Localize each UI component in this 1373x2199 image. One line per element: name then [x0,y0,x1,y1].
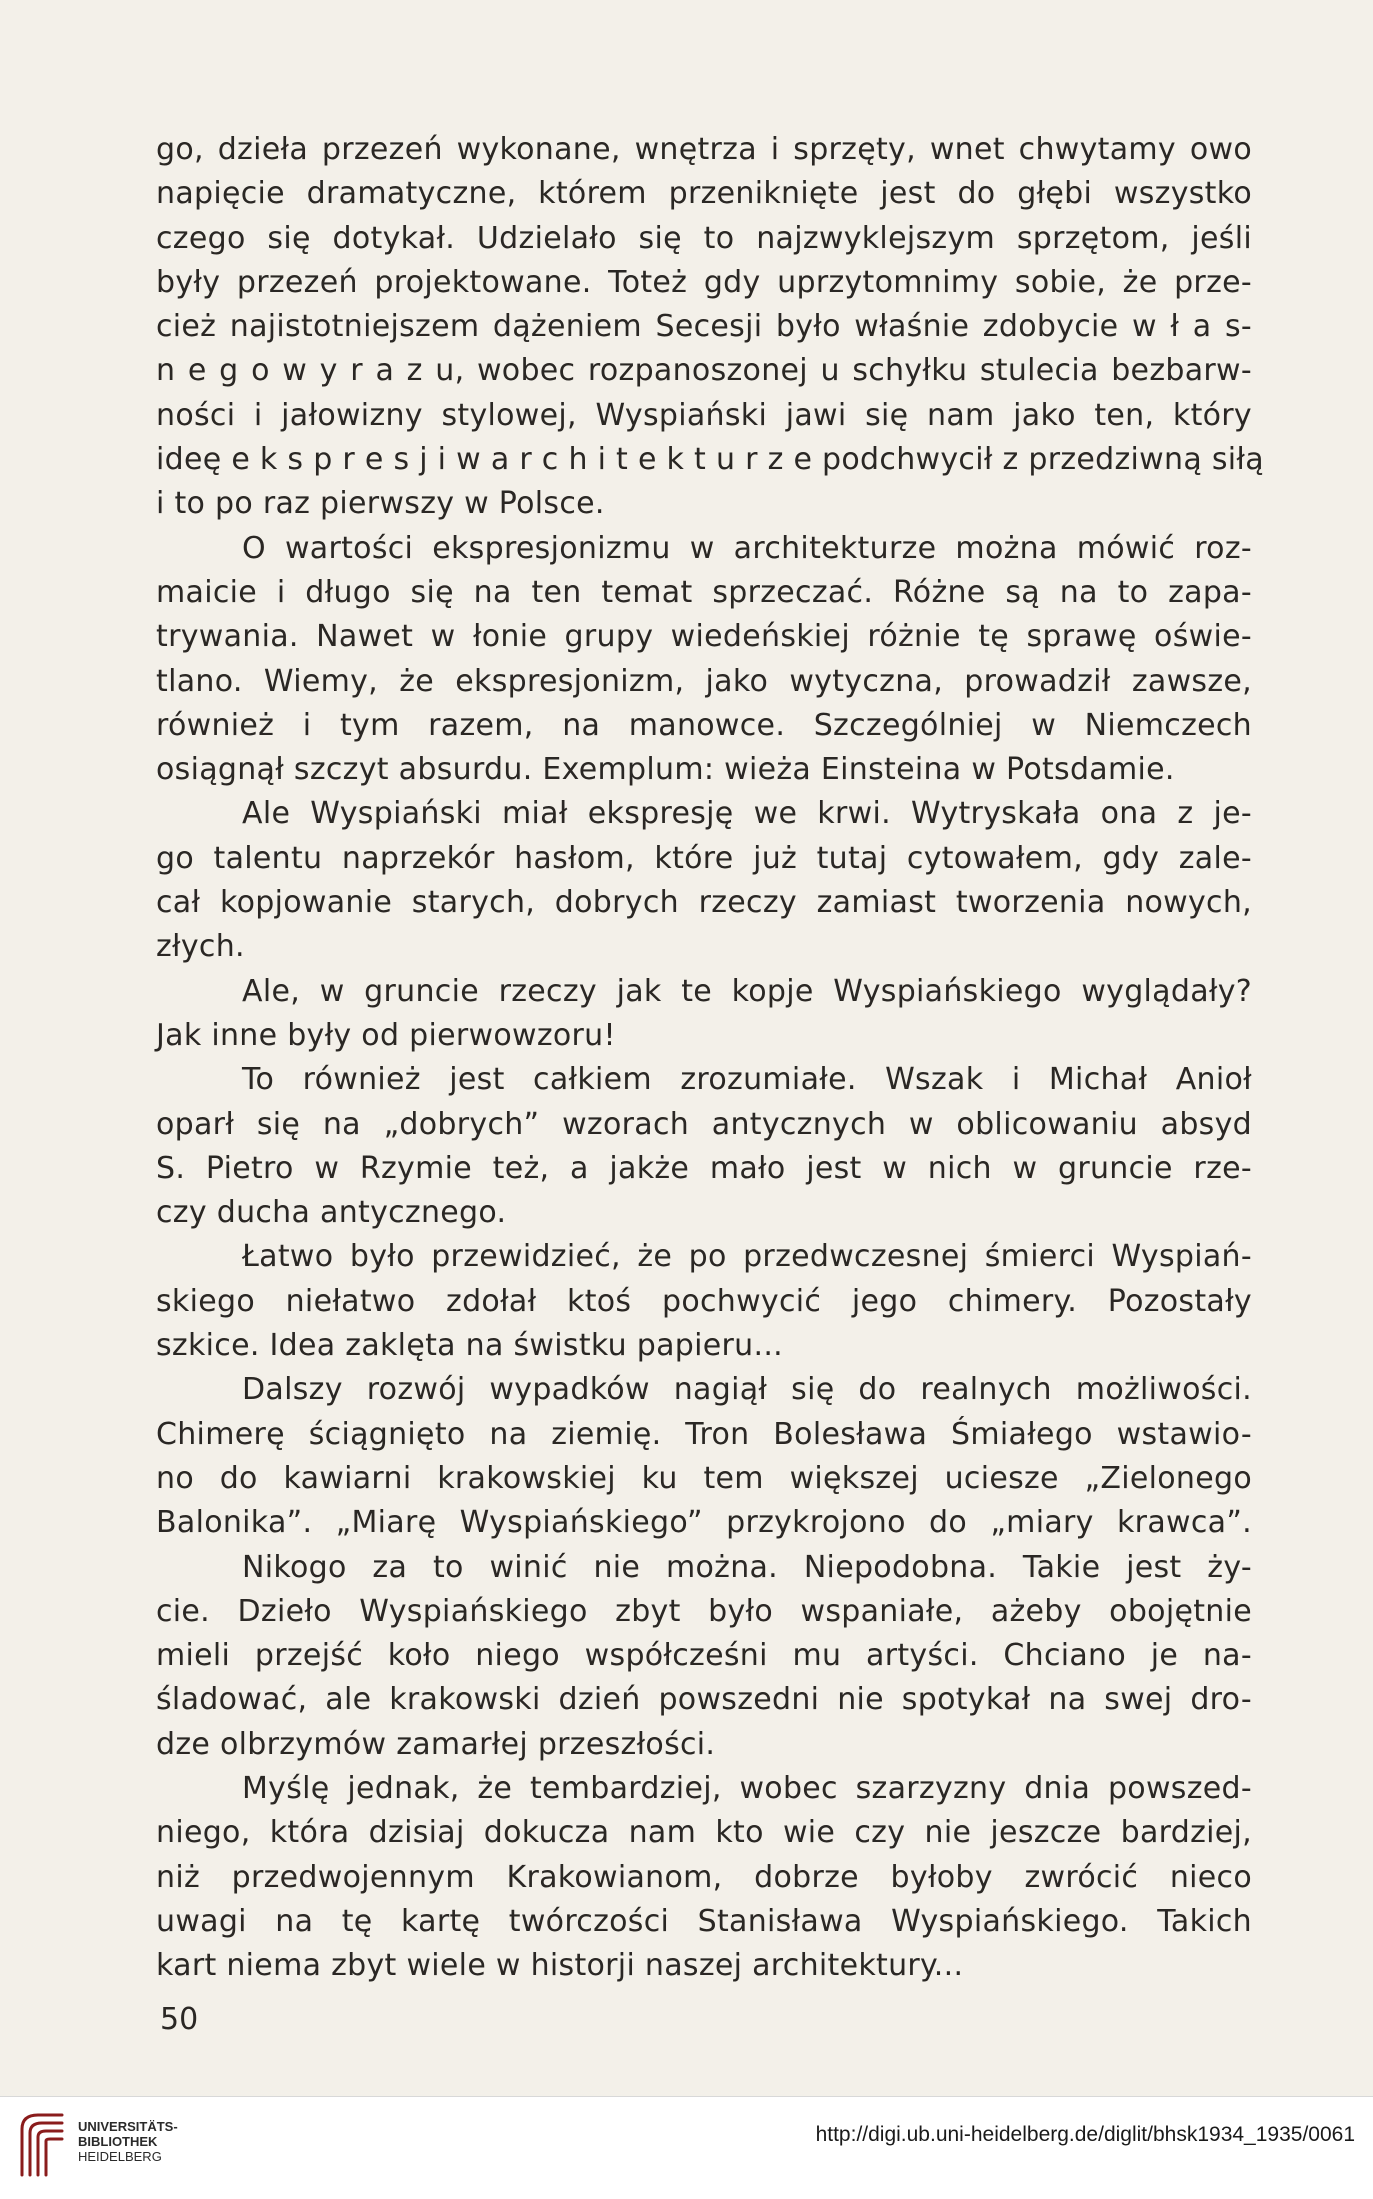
text-line: kart niema zbyt wiele w historji naszej architektury... [156,1948,964,1984]
text-line: Łatwo było przewidzieć, że po przedwczesnej śmierci Wyspiań- [242,1239,1252,1275]
text-line: O wartości ekspresjonizmu w architekturze można mówić roz- [242,530,1252,566]
text-line: cał kopjowanie starych, dobrych rzeczy zamiast tworzenia nowych, [156,885,1252,921]
text-line: dze olbrzymów zamarłej przeszłości. [156,1726,716,1762]
text-line: niego, która dzisiaj dokucza nam kto wie czy nie jeszcze bardziej, [156,1815,1252,1851]
text-line: go, dzieła przezeń wykonane, wnętrza i sprzęty, wnet chwytamy owo [156,132,1252,167]
text-line: Nikogo za to winić nie można. Niepodobna. Takie jest ży- [242,1549,1252,1585]
text-line: napięcie dramatyczne, którem przeniknięte jest do głębi wszystko [156,176,1252,212]
text-line: czy ducha antycznego. [156,1195,507,1231]
text-line: Jak inne były od pierwowzoru! [156,1017,616,1053]
text-line: go talentu naprzekór hasłom, które już tutaj cytowałem, gdy zale- [156,840,1252,876]
text-line: maicie i długo się na ten temat sprzeczać. Różne są na to zapa- [156,574,1252,610]
text-line: no do kawiarni krakowskiej ku tem większej uciesze „Zielonego [156,1460,1252,1496]
text-line: szkice. Idea zaklęta na świstku papieru... [156,1328,783,1364]
footer-bar [0,2096,1373,2199]
text-line: S. Pietro w Rzymie też, a jakże mało jest w nich w gruncie rze- [156,1150,1252,1186]
text-line: oparł się na „dobrych” wzorach antycznych w oblicowaniu absyd [156,1106,1252,1142]
library-line-2: BIBLIOTHEK [78,2134,158,2149]
text-line: śladować, ale krakowski dzień powszedni nie spotykał na swej dro- [156,1682,1252,1718]
text-line: czego się dotykał. Udzielało się to najzwyklejszym sprzętom, jeśli [156,220,1252,256]
text-line: skiego niełatwo zdołał ktoś pochwycić jego chimery. Pozostały [156,1283,1252,1319]
text-line: niż przedwojennym Krakowianom, dobrze byłoby zwrócić nieco [156,1859,1252,1895]
text-line: Myślę jednak, że tembardziej, wobec szarzyzny dnia powszed- [242,1770,1252,1806]
text-line: Ale, w gruncie rzeczy jak te kopje Wyspiańskiego wyglądały? [242,973,1252,1009]
page-number: 50 [160,2002,199,2037]
text-line: mieli przejść koło niego współcześni mu artyści. Chciano je na- [156,1638,1252,1674]
library-line-3: HEIDELBERG [78,2149,162,2164]
text-line: uwagi na tę kartę twórczości Stanisława Wyspiańskiego. Takich [156,1903,1252,1939]
library-line-1: UNIVERSITÄTS- [78,2119,178,2134]
text-line: Dalszy rozwój wypadków nagiął się do realnych możliwości. [242,1372,1252,1408]
text-line: również i tym razem, na manowce. Szczególniej w Niemczech [156,707,1252,743]
library-name [78,2119,178,2164]
text-line: To również jest całkiem zrozumiałe. Wszak i Michał Anioł [242,1062,1252,1098]
text-line: cie. Dzieło Wyspiańskiego zbyt było wspaniałe, ażeby obojętnie [156,1593,1252,1629]
text-line: osiągnął szczyt absurdu. Exemplum: wieża Einsteina w Potsdamie. [156,752,1175,788]
text-line: tlano. Wiemy, że ekspresjonizm, jako wytyczna, prowadził zawsze, [156,663,1252,699]
text-line: ideę e k s p r e s j i w a r c h i t e k t u r z e podchwycił z przedziwną siłą [156,442,1264,478]
text-line: Chimerę ściągnięto na ziemię. Tron Bolesława Śmiałego wstawio- [156,1416,1252,1452]
heidelberg-library-logo-icon [14,2109,70,2181]
text-line: i to po raz pierwszy w Polsce. [156,486,605,522]
text-line: były przezeń projektowane. Toteż gdy uprzytomnimy sobie, że prze- [156,264,1252,300]
text-line: n e g o w y r a z u, wobec rozpanoszonej u schyłku stulecia bezbarw- [156,353,1252,389]
text-line: cież najistotniejszem dążeniem Secesji było właśnie zdobycie w ł a s- [156,309,1252,345]
text-line: Balonika”. „Miarę Wyspiańskiego” przykrojono do „miary krawca”. [156,1505,1252,1541]
text-line: złych. [156,929,245,965]
body-text [156,128,1264,1988]
source-url-link[interactable]: http://digi.ub.uni-heidelberg.de/diglit/bhsk1934_1935/0061 [815,2123,1355,2146]
text-line: ności i jałowizny stylowej, Wyspiański jawi się nam jako ten, który [156,397,1252,433]
text-line: trywania. Nawet w łonie grupy wiedeńskiej różnie tę sprawę oświe- [156,619,1252,655]
text-line: Ale Wyspiański miał ekspresję we krwi. Wytryskała ona z je- [242,796,1252,832]
